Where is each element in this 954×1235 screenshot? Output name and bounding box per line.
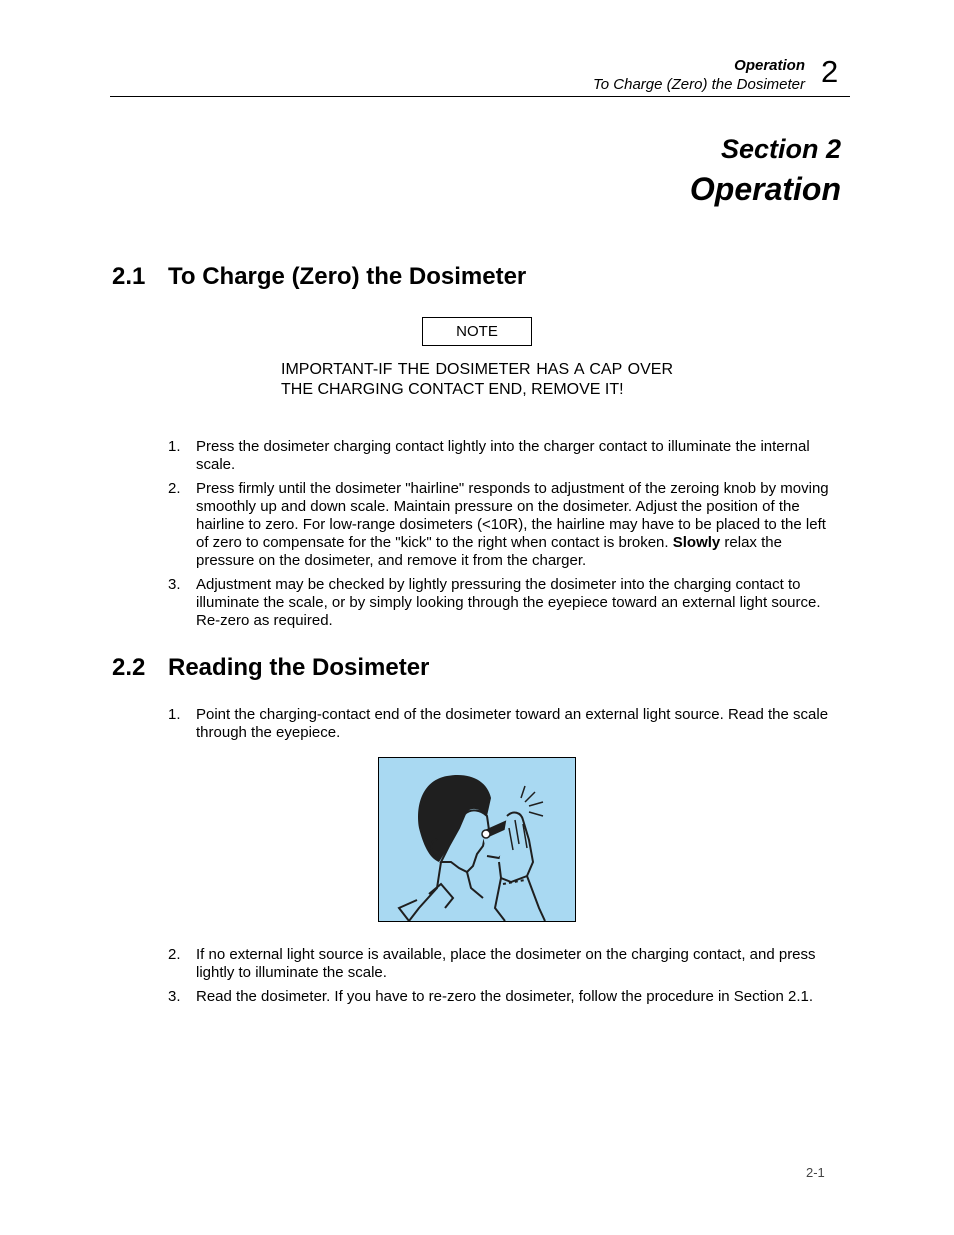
heading-2-1 [112, 263, 526, 291]
section-title-heading: Operation [689, 171, 841, 207]
running-header-subtitle: To Charge (Zero) the Dosimeter [592, 76, 805, 93]
chapter-number: 2 [821, 54, 839, 89]
list-item-number: 2. [168, 480, 181, 497]
reading-steps-list-continued [168, 946, 840, 1012]
heading-2-1-title: To Charge (Zero) the Dosimeter [168, 263, 527, 290]
note-label-box: NOTE [422, 317, 532, 346]
list-item-number: 2. [168, 946, 181, 963]
list-item [168, 706, 840, 742]
list-item-text: relax the pressure on the dosimeter, and remove it from the charger. [196, 534, 782, 569]
page-number: 2-1 [806, 1165, 825, 1180]
reading-steps-list [168, 706, 840, 748]
heading-2-2-number: 2.2 [112, 654, 146, 681]
heading-2-2-title: Reading the Dosimeter [168, 654, 430, 681]
running-header-title: Operation [734, 57, 805, 74]
list-item-text: If no external light source is available, place the dosimeter on the charging contact, and press lightly to illuminate the scale. [196, 946, 816, 981]
list-item [168, 480, 840, 570]
header-rule [110, 96, 850, 97]
list-item-text: Press the dosimeter charging contact lightly into the charger contact to illuminate the internal scale. [196, 438, 810, 473]
heading-2-1-number: 2.1 [112, 263, 146, 290]
heading-2-2 [112, 654, 429, 682]
section-number-heading: Section 2 [720, 134, 841, 164]
list-item [168, 988, 840, 1006]
list-item-text: Read the dosimeter. If you have to re-zero the dosimeter, follow the procedure in Section 2.1. [196, 988, 814, 1005]
list-item-number: 3. [168, 576, 181, 593]
list-item-text: Adjustment may be checked by lightly pressuring the dosimeter into the charging contact to illuminate the scale, or by simply looking through the eyepiece toward an external light source. Re-zero as required. [196, 576, 821, 629]
list-item [168, 576, 840, 630]
list-item [168, 946, 840, 982]
list-item-number: 1. [168, 706, 181, 723]
list-item [168, 438, 840, 474]
charge-steps-list [168, 438, 840, 636]
list-item-text: Press firmly until the dosimeter "hairline" responds to adjustment of the zeroing knob by moving smoothly up and down scale. Maintain pressure on the dosimeter. Adjust the position of the hairline to zero. For low-range dosimeters (<10R), the hairline may have to be placed to the left of zero to compensate for the "kick" to the right when contact is broken. [196, 480, 829, 551]
list-item-number: 1. [168, 438, 181, 455]
dosimeter-reading-illustration [378, 757, 576, 922]
list-item-number: 3. [168, 988, 181, 1005]
list-item-bold-text: Slowly [672, 534, 721, 551]
note-text: IMPORTANT-IF THE DOSIMETER HAS A CAP OVER THE CHARGING CONTACT END, REMOVE IT! [281, 361, 673, 398]
person-reading-dosimeter-icon [379, 758, 575, 921]
list-item-text: Point the charging-contact end of the dosimeter toward an external light source. Read the scale through the eyepiece. [196, 706, 829, 741]
